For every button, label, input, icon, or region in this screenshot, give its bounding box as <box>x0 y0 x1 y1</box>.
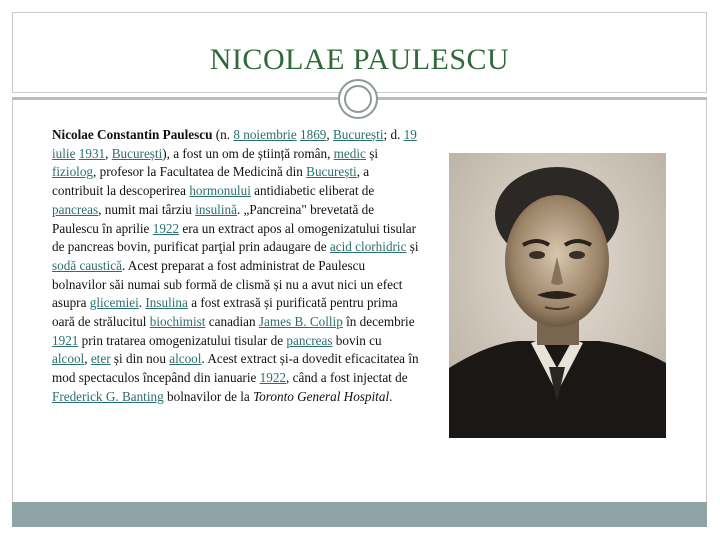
text-run: bolnavilor de la <box>163 388 254 404</box>
link-birth-city[interactable]: București <box>332 127 384 142</box>
link-medic[interactable]: medic <box>333 145 366 161</box>
footer-bar <box>12 502 707 527</box>
link-alcool-2[interactable]: alcool <box>169 351 202 367</box>
text-run: antidiabetic eliberat de <box>250 183 375 199</box>
text-run: (n. <box>212 127 234 142</box>
link-hormon[interactable]: hormonului <box>189 183 251 199</box>
person-name: Nicolae Constantin Paulescu <box>52 127 213 142</box>
link-1922-b[interactable]: 1922 <box>259 370 287 386</box>
link-death-year[interactable]: 1931 <box>78 145 106 161</box>
link-1921[interactable]: 1921 <box>52 332 79 348</box>
text-run: . <box>389 388 393 404</box>
link-death-day[interactable]: 19 iulie <box>52 127 417 161</box>
link-insulina-2[interactable]: Insulina <box>145 295 188 311</box>
slide-title: NICOLAE PAULESCU <box>209 43 510 76</box>
text-run: era un extract apos al omogenizatului tisular de pancreas bovin, purificat parţial prin adaugare de <box>52 220 417 255</box>
link-glicemie[interactable]: glicemiei <box>89 295 139 311</box>
text-run: . „Pancreina" brevetată de Paulescu în aprilie <box>52 201 375 236</box>
link-frederick-banting[interactable]: Frederick G. Banting <box>52 388 164 404</box>
link-pancreas-2[interactable]: pancreas <box>286 332 333 348</box>
text-run: , a contribuit la descoperirea <box>52 164 370 199</box>
text-run: și din nou <box>110 351 170 367</box>
link-james-collip[interactable]: James B. Collip <box>258 314 343 330</box>
text-run: bovin cu <box>332 332 382 348</box>
text-run: , <box>326 127 333 142</box>
link-eter[interactable]: eter <box>90 351 111 367</box>
text-run: . <box>138 295 146 311</box>
text-run: . Acest preparat a fost administrat de Paulescu bolnavilor săi numai sub formă de clismă și nu a avut nici un efect asupra <box>52 257 403 311</box>
text-run: canadian <box>205 314 259 330</box>
text-run: . Acest extract și-a dovedit eficacitatea în mod spectaculos începând din ianuarie <box>52 351 419 386</box>
text-run: , <box>84 351 91 367</box>
portrait-photo <box>449 153 666 438</box>
text-run: ), a fost un om de știință român, <box>162 145 334 161</box>
link-death-city[interactable]: București <box>111 145 163 161</box>
link-fiziolog[interactable]: fiziolog <box>52 164 94 180</box>
text-run: , numit mai târziu <box>98 201 196 217</box>
text-run: și <box>365 145 378 161</box>
link-birth-year[interactable]: 1869 <box>300 127 327 142</box>
text-run: și <box>406 239 419 255</box>
biography-text <box>52 126 420 407</box>
text-run: în decembrie <box>342 314 415 330</box>
text-run: a fost extrasă și purificată pentru prima oară de strălucitul <box>52 295 398 330</box>
text-run: ; d. <box>383 127 404 142</box>
text-run: prin tratarea omogenizatului tisular de <box>78 332 287 348</box>
link-bucuresti[interactable]: București <box>306 164 357 180</box>
portrait-image <box>449 153 666 438</box>
link-acid-clorhidric[interactable]: acid clorhidric <box>329 239 407 255</box>
hospital-name: Toronto General Hospital <box>253 388 390 404</box>
text-run: , când a fost injectat de <box>286 370 408 386</box>
link-soda-caustica[interactable]: sodă caustică <box>52 257 122 273</box>
link-pancreas[interactable]: pancreas <box>52 201 99 217</box>
link-birth-day[interactable]: 8 noiembrie <box>233 127 297 142</box>
link-1922[interactable]: 1922 <box>152 220 180 236</box>
text-run: , <box>105 145 112 161</box>
text-run: , profesor la Facultatea de Medicină din <box>93 164 307 180</box>
link-insulina[interactable]: insulină <box>195 201 237 217</box>
link-alcool[interactable]: alcool <box>52 351 85 367</box>
circle-ornament-icon <box>338 79 378 119</box>
link-biochimist[interactable]: biochimist <box>149 314 206 330</box>
